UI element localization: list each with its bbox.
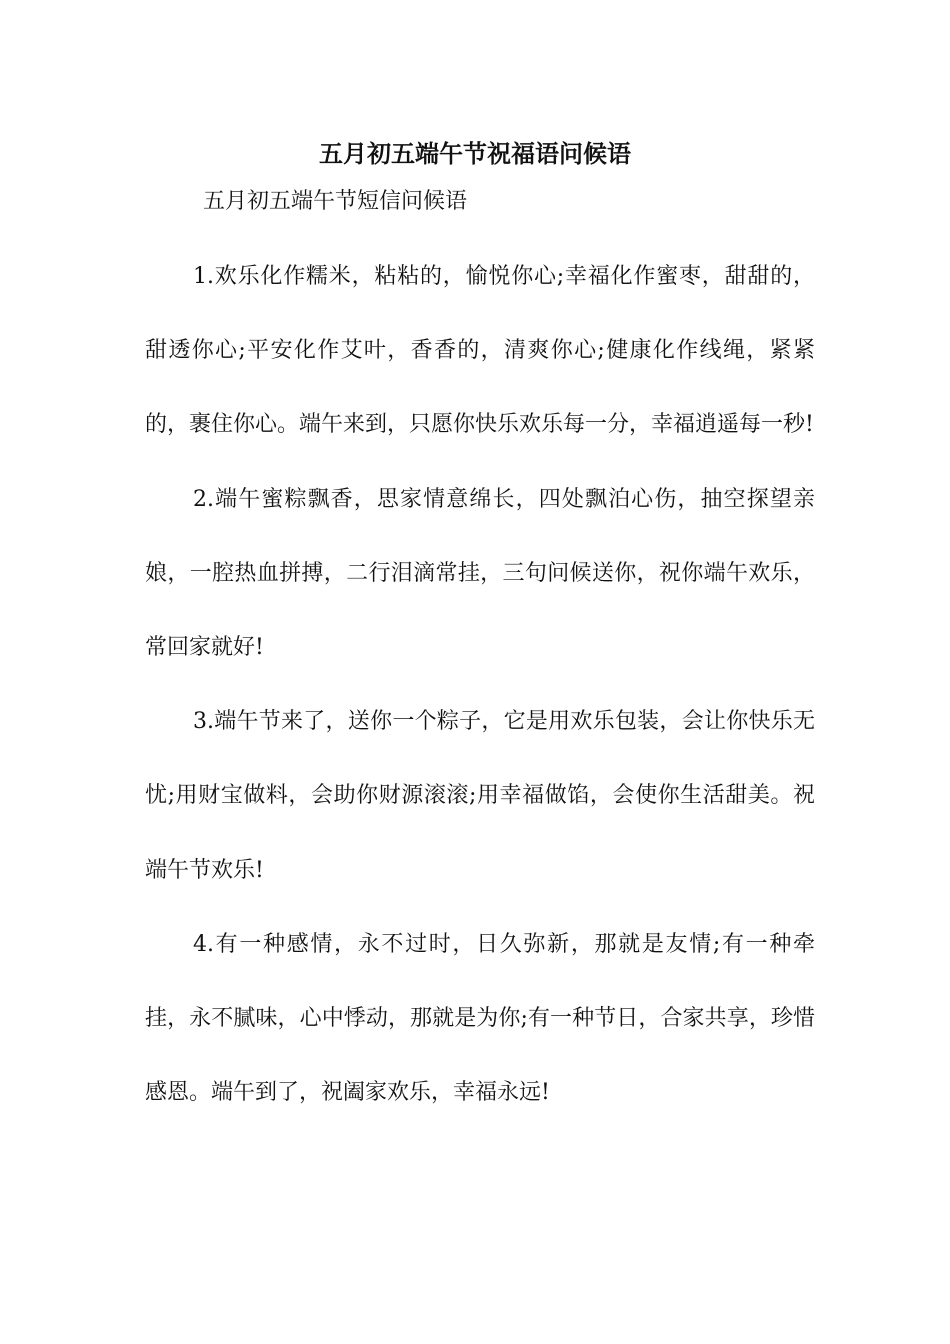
paragraph-4: 4.有一种感情，永不过时，日久弥新，那就是友情;有一种牵挂，永不腻味，心中悸动，那就是为你;有一种节日，合家共享，珍惜感恩。端午到了，祝阖家欢乐，幸福永远! bbox=[145, 931, 815, 1106]
paragraph-1: 1.欢乐化作糯米，粘粘的，愉悦你心;幸福化作蜜枣，甜甜的，甜透你心;平安化作艾叶，香香的，清爽你心;健康化作线绳，紧紧的，裹住你心。端午来到，只愿你快乐欢乐每一分，幸福逍遥每一秒! bbox=[145, 264, 815, 438]
document-body bbox=[145, 240, 815, 1130]
paragraph-2: 2.端午蜜粽飘香，思家情意绵长，四处飘泊心伤，抽空探望亲娘，一腔热血拼搏，二行泪滴常挂，三句问候送你，祝你端午欢乐，常回家就好! bbox=[145, 486, 815, 661]
document-title: 五月初五端午节祝福语问候语 bbox=[319, 139, 631, 168]
document-subtitle: 五月初五端午节短信问候语 bbox=[203, 189, 468, 214]
paragraph-3: 3.端午节来了，送你一个粽子，它是用欢乐包装，会让你快乐无忧;用财宝做料，会助你财源滚滚;用幸福做馅，会使你生活甜美。祝端午节欢乐! bbox=[145, 709, 815, 883]
